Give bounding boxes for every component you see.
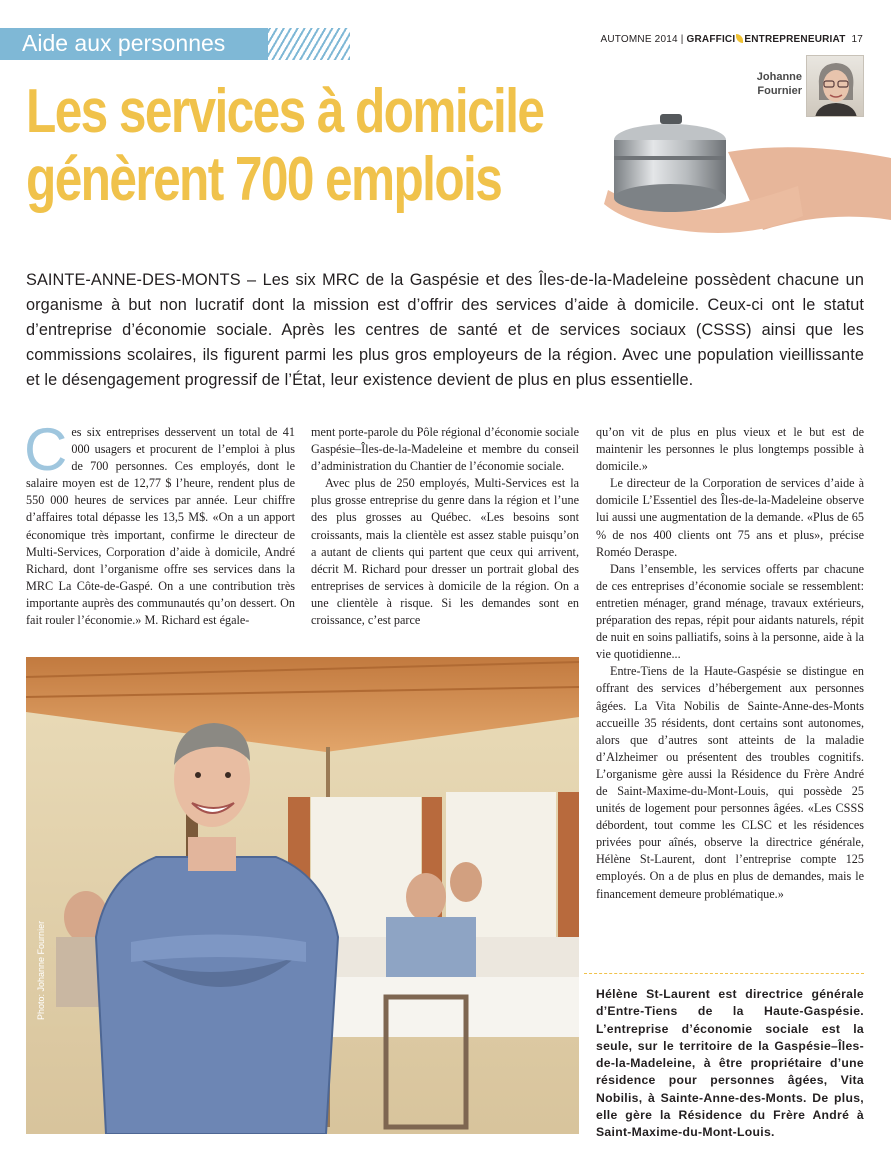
headline — [26, 77, 544, 214]
folio-separator: | — [680, 34, 684, 45]
section-tab — [0, 28, 268, 60]
column-3-paragraph-3: Dans l’ensemble, les services offerts par chacune de ces entreprises d’économie sociale se ressemblent: entretien ménager, grand ménage, travaux extérieurs, préparation des repas, répit pour aidants naturels, répit de nuit en soins palliatifs, soins à la personne, aide à la vie quotidienne... — [596, 561, 864, 662]
column-3-paragraph-2: Le directeur de la Corporation de services d’aide à domicile L’Essentiel des Îles-de-la-Madeleine observe lui aussi une augmentation de la demande. «Plus de 65 % de nos 400 clients ont 75 ans et plus», précise Roméo Deraspe. — [596, 476, 864, 559]
folio — [600, 34, 863, 45]
article-column-2 — [311, 424, 579, 629]
photo-illustration — [26, 657, 579, 1134]
leaf-icon — [736, 34, 743, 43]
column-2-paragraph-1: ment porte-parole du Pôle régional d’économie sociale Gaspésie–Îles-de-la-Madeleine et membre du conseil d’administration du Chantier de l’économie sociale. — [311, 425, 579, 474]
column-2-paragraph-2: Avec plus de 250 employés, Multi-Services est la plus grosse entreprise du genre dans la région et l’une des plus grosses au Québec. «Les besoins sont croissants, mais la clientèle est assez stable puisqu’on a autant de clients qui partent que ceux qui arrivent, décrit M. Richard pour dresser un portrait global des entreprises de services à domicile de la région. On a une clientèle à risque. Si les demandes sont en croissance, c’est parce — [311, 476, 579, 628]
section-tab-stripes — [262, 28, 350, 60]
author-byline — [752, 70, 802, 98]
column-3-paragraph-1: qu’on vit de plus en plus vieux et le but est de maintenir les personnes le plus longtemps possible à domicile.» — [596, 425, 864, 474]
column-3-paragraph-4: Entre-Tiens de la Haute-Gaspésie se distingue en offrant des services d’hébergement aux personnes âgées. La Vita Nobilis de Sainte-Anne-des-Monts accueille 35 résidents, dont certains sont autonomes, alors que d’autres sont atteints de la maladie d’Alzheimer ou présentent des troubles cognitifs. L’organisme gère aussi la Résidence du Frère André de Saint-Maxime-du-Mont-Louis, qui possède 25 unités de logement pour personnes âgées. «Les CSSS débordent, tout comme les CLSC et les résidences privées pour aînés, observe la directrice générale, Hélène St-Laurent, dont l’entreprise compte 125 employés. On a de plus en plus de demandes, mais le financement demeure problématique.» — [596, 664, 864, 901]
folio-season: AUTOMNE 2014 — [600, 34, 678, 45]
cooking-pot-icon — [598, 100, 891, 260]
author-first-name: Johanne — [756, 71, 802, 83]
author-last-name: Fournier — [757, 85, 802, 97]
column-1-paragraph: es six entreprises desservent un total de 41 000 usagers et procurent de l’emploi à plus de 700 personnes. Ces employés, dont le salaire moyen est de 12,77 $ l’heure, rendent plus de 550 000 heures de services par année. Leur chiffre d’affaires total dépasse les 13,5 M$. «On a un apport économique très important, confirme le directeur de Multi-Services, Corporation d’aide à domicile, André Richard, dont l’organisme offre ses services dans la MRC La Côte-de-Gaspé. On a une contribution très importante auprès des communautés qu’on dessert. On fait rouler l’économie.» M. Richard est égale- — [26, 425, 295, 628]
folio-brand-2: ENTREPRENEURIAT — [744, 34, 846, 45]
hands-holding-pot-image — [598, 100, 891, 260]
headline-line-1: Les services à domicile — [26, 77, 544, 146]
lead-paragraph: SAINTE-ANNE-DES-MONTS – Les six MRC de la Gaspésie et des Îles-de-la-Madeleine possèdent chacune un organisme à but non lucratif dont la mission est d’offrir des services d’aide à domicile. Ceux-ci ont le statut d’entreprise d’économie sociale. Après les centres de santé et de services sociaux (CSSS) ainsi que les commissions scolaires, ils figurent parmi les plus gros employeurs de la région. Avec une population vieillissante et le désengagement progressif de l’État, leur existence devient de plus en plus essentielle. — [26, 271, 864, 389]
section-label: Aide aux personnes — [22, 30, 226, 56]
photo-credit: Photo: Johanne Fournier — [36, 920, 46, 1020]
article-column-3 — [596, 424, 864, 903]
headline-line-2: génèrent 700 emplois — [26, 145, 502, 214]
caption-divider — [584, 973, 864, 974]
drop-cap: C — [24, 416, 68, 483]
page-number: 17 — [851, 34, 863, 45]
article-column-1 — [24, 416, 295, 629]
folio-brand-1: GRAFFICI — [686, 34, 736, 45]
photo-caption: Hélène St-Laurent est directrice générale d’Entre-Tiens de la Haute-Gaspésie. L’entreprise d’économie sociale est la seule, sur le territoire de la Gaspésie–Îles-de-la-Madeleine, à être propriétaire d’une résidence pour personnes âgées, Vita Nobilis, à Sainte-Anne-des-Monts. De plus, elle gère la Résidence du Frère André à Saint-Maxime-du-Mont-Louis. — [596, 987, 864, 1140]
main-photo — [26, 657, 579, 1134]
